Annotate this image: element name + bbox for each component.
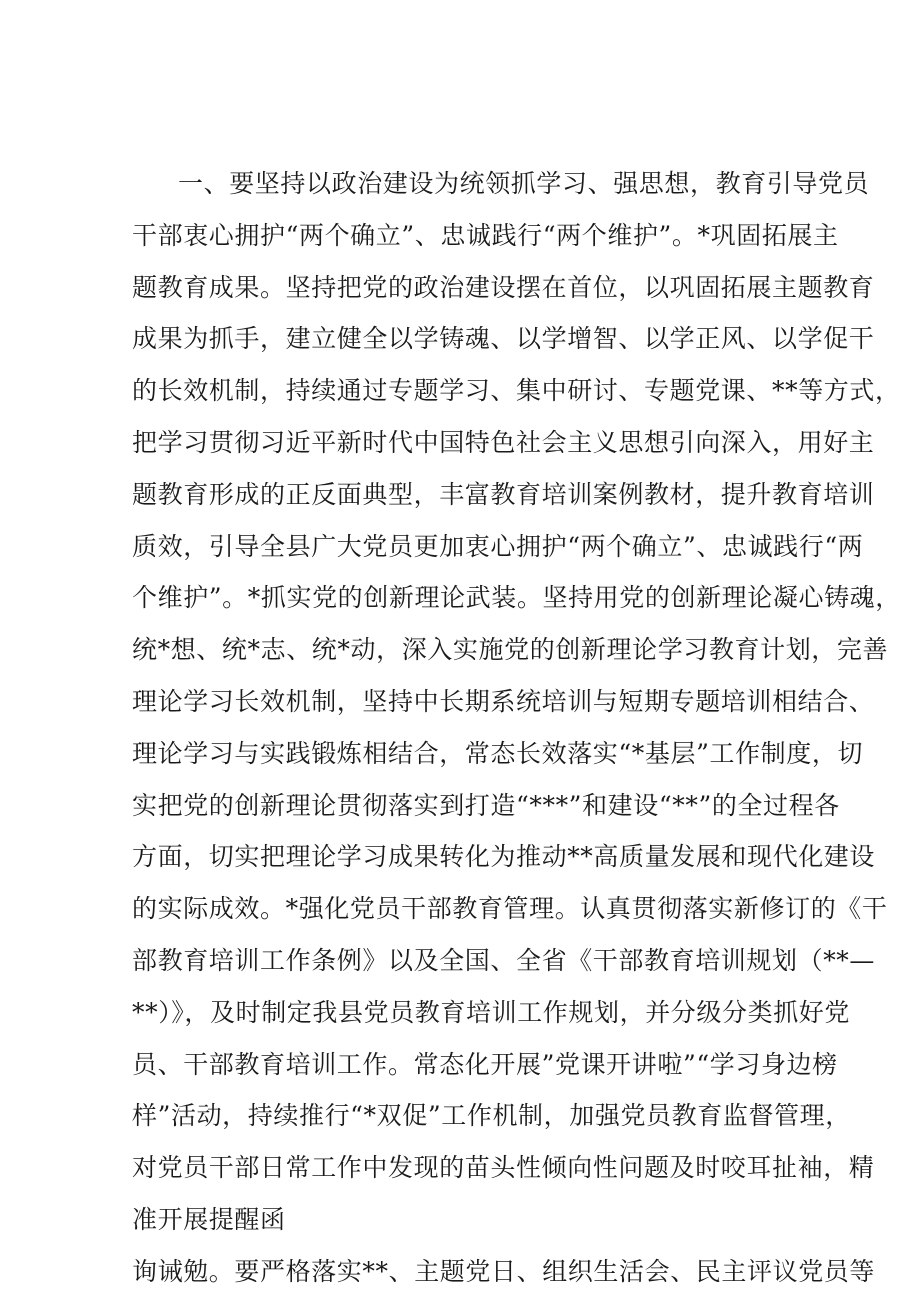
text-line-14: 方面，切实把理论学习成果转化为推动**高质量发展和现代化建设 xyxy=(132,842,876,872)
text-line-10: 统*想、统*志、统*动，深入实施党的创新理论学习教育计划，完善 xyxy=(132,635,889,665)
text-line-19: 样”活动，持续推行“*双促”工作机制，加强党员教育监督管理， xyxy=(132,1101,851,1131)
text-line-17: **）》，及时制定我县党员教育培训工作规划，并分级分类抓好党 xyxy=(132,997,851,1027)
text-line-22: 询诫勉。要严格落实**、主题党日、组织生活会、民主评议党员等 xyxy=(132,1256,876,1286)
body-text xyxy=(132,158,901,1298)
text-line-4: 成果为抓手，建立健全以学铸魂、以学增智、以学正风、以学促干 xyxy=(132,324,875,354)
text-line-16: 部教育培训工作条例》以及全国、全省《干部教育培训规划（**— xyxy=(132,945,876,975)
text-line-9: 个维护”。*抓实党的创新理论武装。坚持用党的创新理论凝心铸魂， xyxy=(132,583,901,613)
text-line-11: 理论学习长效机制，坚持中长期系统培训与短期专题培训相结合、 xyxy=(132,686,875,716)
text-line-2: 干部衷心拥护“两个确立”、忠诚践行“两个维护”。*巩固拓展主 xyxy=(132,220,839,250)
text-line-6: 把学习贯彻习近平新时代中国特色社会主义思想引向深入，用好主 xyxy=(132,427,875,457)
text-line-20: 对党员干部日常工作中发现的苗头性倾向性问题及时咬耳扯袖，精 xyxy=(132,1153,875,1183)
text-line-7: 题教育形成的正反面典型，丰富教育培训案例教材，提升教育培训 xyxy=(132,479,875,509)
text-line-8: 质效，引导全县广大党员更加衷心拥护“两个确立”、忠诚践行“两 xyxy=(132,531,864,561)
text-line-3: 题教育成果。坚持把党的政治建设摆在首位，以巩固拓展主题教育 xyxy=(132,272,875,302)
text-line-15: 的实际成效。*强化党员干部教育管理。认真贯彻落实新修订的《干 xyxy=(132,894,888,924)
text-line-12: 理论学习与实践锻炼相结合，常态长效落实“*基层”工作制度，切 xyxy=(132,738,864,768)
text-line-1: 一、要坚持以政治建设为统领抓学习、强思想，教育引导党员 xyxy=(178,169,870,198)
text-line-13: 实把党的创新理论贯彻落实到打造“***”和建设“**”的全过程各 xyxy=(132,790,840,820)
text-line-5: 的长效机制，持续通过专题学习、集中研讨、专题党课、**等方式， xyxy=(132,376,901,406)
text-line-21: 准开展提醒函 xyxy=(132,1204,286,1234)
text-line-18: 员、干部教育培训工作。常态化开展”党课开讲啦”“学习身边榜 xyxy=(132,1049,838,1079)
